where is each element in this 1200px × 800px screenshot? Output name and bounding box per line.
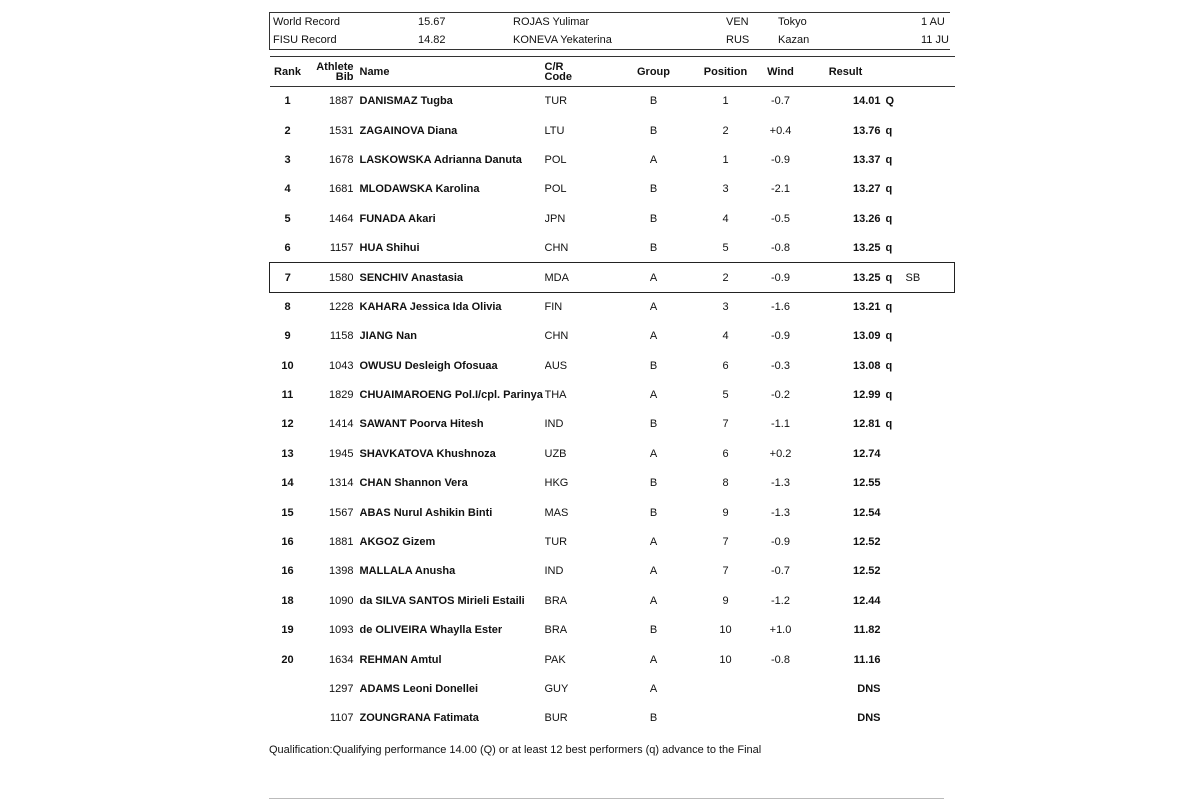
group-cell: B (649, 418, 658, 431)
group-cell: B (649, 359, 658, 372)
table-header-row (270, 57, 955, 87)
position-cell: 9 (722, 594, 729, 607)
rank-cell (270, 674, 306, 703)
country-code-cell: THA (544, 389, 567, 402)
athlete-name-cell: LASKOWSKA Adrianna Danuta (359, 153, 522, 166)
position-cell: 7 (722, 565, 729, 578)
note-cell (906, 116, 955, 145)
wind-cell: -0.8 (771, 241, 790, 254)
wind-cell: -1.6 (771, 301, 790, 314)
results-body (270, 87, 955, 734)
result-cell: DNS (857, 683, 881, 695)
record-type: World Record (273, 16, 341, 28)
result-cell: 12.54 (852, 506, 881, 519)
athlete-name-cell: ZOUNGRANA Fatimata (359, 712, 479, 725)
record-nation: RUS (726, 34, 750, 46)
country-code-cell: BRA (544, 594, 568, 607)
wind-cell: -1.2 (771, 594, 790, 607)
position-cell: 6 (722, 359, 729, 372)
group-cell: A (649, 565, 658, 578)
rank-cell: 16 (281, 565, 294, 578)
athlete-name-cell: HUA Shihui (359, 241, 420, 254)
position-cell: 4 (722, 212, 729, 225)
result-cell: DNS (857, 712, 881, 725)
athlete-name-cell: ZAGAINOVA Diana (359, 124, 458, 137)
header-code (545, 57, 607, 87)
note-cell (906, 616, 955, 645)
note-cell (906, 469, 955, 498)
table-row (270, 645, 955, 674)
table-row (270, 527, 955, 556)
country-code-cell: POL (544, 183, 567, 196)
country-code-cell: TUR (544, 536, 568, 549)
athlete-name-cell: REHMAN Amtul (359, 653, 442, 666)
table-row (270, 439, 955, 468)
rank-cell: 7 (270, 263, 306, 292)
note-cell (906, 380, 955, 409)
group-cell: A (649, 301, 658, 314)
bib-cell: 1228 (329, 301, 354, 314)
note-cell (906, 410, 955, 439)
bib-cell: 1531 (329, 124, 354, 137)
qualifier-cell: q (881, 263, 906, 292)
group-cell: A (649, 653, 658, 666)
result-cell: 12.52 (852, 565, 881, 578)
result-cell: 13.21 (852, 301, 881, 314)
country-code-cell: CHN (544, 241, 569, 254)
note-cell (906, 351, 955, 380)
bib-cell: 1678 (329, 153, 354, 166)
group-cell: A (649, 536, 658, 549)
note-cell: SB (906, 263, 955, 292)
qualifier-cell: q (885, 241, 893, 254)
result-cell: 13.25 (811, 263, 881, 292)
position-cell: 9 (722, 506, 729, 519)
country-code-cell: BRA (544, 624, 568, 637)
rank-cell: 4 (284, 183, 291, 196)
athlete-name-cell: CHAN Shannon Vera (359, 477, 468, 490)
bib-cell: 1090 (329, 594, 354, 607)
country-code-cell: FIN (544, 301, 563, 314)
rank-cell: 16 (281, 536, 294, 549)
world-record-row (270, 13, 950, 31)
qualifier-cell: q (885, 359, 893, 372)
qualifier-cell (881, 527, 906, 556)
bib-cell: 1887 (329, 95, 354, 108)
group-cell: A (649, 153, 658, 166)
athlete-name-cell: DANISMAZ Tugba (359, 95, 453, 108)
wind-cell: -0.3 (771, 359, 790, 372)
rank-cell: 19 (281, 624, 294, 637)
wind-cell: -2.1 (771, 183, 790, 196)
group-cell: B (649, 183, 658, 196)
rank-cell: 9 (284, 330, 291, 343)
group-cell: A (649, 447, 658, 460)
athlete-name-cell: KAHARA Jessica Ida Olivia (359, 301, 502, 314)
position-cell (701, 674, 751, 703)
bib-cell: 1681 (329, 183, 354, 196)
position-cell: 3 (722, 183, 729, 196)
record-place: Kazan (778, 34, 810, 46)
group-cell: B (649, 712, 658, 725)
group-cell: A (649, 683, 658, 695)
wind-cell: +1.0 (769, 624, 792, 637)
group-cell: A (607, 263, 701, 292)
note-cell (906, 175, 955, 204)
table-row (270, 233, 955, 262)
qualifier-cell: q (885, 212, 893, 225)
athlete-name-cell: OWUSU Desleigh Ofosuaa (359, 359, 498, 372)
athlete-name-cell: CHUAIMAROENG Pol.I/cpl. Parinya (359, 389, 543, 402)
result-cell: 13.25 (852, 241, 881, 254)
header-rank: Rank (270, 57, 306, 87)
record-holder: KONEVA Yekaterina (513, 34, 612, 46)
rank-cell: 13 (281, 447, 294, 460)
position-cell: 1 (722, 153, 729, 166)
header-group: Group (607, 57, 701, 87)
note-cell (906, 322, 955, 351)
athlete-name-cell: SAWANT Poorva Hitesh (359, 418, 484, 431)
athlete-name-cell: SENCHIV Anastasia (360, 263, 545, 292)
header-bib-line2: Bib (335, 70, 354, 83)
group-cell: B (649, 477, 658, 490)
qualifier-cell (881, 674, 906, 703)
athlete-name-cell: da SILVA SANTOS Mirieli Estaili (359, 594, 525, 607)
records-box (269, 12, 950, 50)
note-cell (906, 439, 955, 468)
qualifier-cell: q (885, 301, 893, 314)
group-cell: B (649, 124, 658, 137)
wind-cell: -0.2 (771, 389, 790, 402)
wind-cell: -0.9 (771, 330, 790, 343)
athlete-name-cell: MALLALA Anusha (359, 565, 456, 578)
record-place: Tokyo (778, 16, 807, 28)
qualification-note: Qualification:Qualifying performance 14.00 (Q) or at least 12 best performers (q) advance to the Final (269, 744, 762, 756)
table-row (270, 586, 955, 615)
result-cell: 13.08 (852, 359, 881, 372)
group-cell: A (649, 389, 658, 402)
table-row (270, 175, 955, 204)
note-cell (906, 557, 955, 586)
position-cell: 7 (722, 418, 729, 431)
country-code-cell: MDA (545, 263, 607, 292)
athlete-name-cell: ABAS Nurul Ashikin Binti (359, 506, 493, 519)
record-mark: 15.67 (418, 16, 446, 28)
wind-cell: -0.5 (771, 212, 790, 225)
result-cell: 12.55 (852, 477, 881, 490)
wind-cell: -1.1 (771, 418, 790, 431)
rank-cell: 2 (284, 124, 291, 137)
qualifier-cell: Q (885, 95, 895, 108)
position-cell: 8 (722, 477, 729, 490)
country-code-cell: CHN (544, 330, 569, 343)
bib-cell: 1634 (329, 653, 354, 666)
athlete-name-cell: JIANG Nan (359, 330, 417, 343)
table-row (270, 145, 955, 174)
table-row (270, 557, 955, 586)
table-row (270, 704, 955, 733)
header-code-line2: Code (544, 70, 572, 83)
result-cell: 11.82 (853, 624, 881, 637)
country-code-cell: HKG (544, 477, 569, 490)
record-date: 1 AU (921, 16, 945, 28)
wind-cell: -1.3 (771, 506, 790, 519)
table-row (270, 322, 955, 351)
header-name: Name (360, 57, 545, 87)
note-cell (906, 674, 955, 703)
table-row (270, 674, 955, 703)
result-cell: 12.74 (852, 447, 881, 460)
rank-cell: 8 (284, 301, 291, 314)
qualifier-cell (881, 645, 906, 674)
position-cell: 5 (722, 389, 729, 402)
wind-cell: -0.7 (771, 95, 790, 108)
country-code-cell: POL (544, 153, 567, 166)
note-cell (906, 498, 955, 527)
header-extra (906, 57, 955, 87)
qualifier-cell: q (885, 183, 893, 196)
qualifier-cell: q (885, 418, 893, 431)
wind-cell: -0.9 (751, 263, 811, 292)
result-cell: 12.99 (852, 389, 881, 402)
athlete-name-cell: ADAMS Leoni Donellei (359, 683, 479, 695)
position-cell: 2 (722, 124, 729, 137)
country-code-cell: BUR (544, 712, 568, 725)
rank-cell: 10 (281, 359, 294, 372)
bib-cell: 1945 (329, 447, 354, 460)
country-code-cell: MAS (544, 506, 569, 519)
country-code-cell: AUS (544, 359, 568, 372)
country-code-cell: TUR (544, 95, 568, 108)
qualifier-cell: q (885, 330, 893, 343)
result-cell: 13.76 (852, 124, 881, 137)
position-cell: 2 (701, 263, 751, 292)
note-cell (906, 204, 955, 233)
result-cell: 13.26 (852, 212, 881, 225)
wind-cell: -1.3 (771, 477, 790, 490)
rank-cell: 6 (284, 241, 291, 254)
rank-cell: 14 (281, 477, 294, 490)
rank-cell: 15 (281, 506, 294, 519)
position-cell: 10 (719, 624, 732, 637)
qualifier-cell: q (885, 389, 893, 402)
result-cell: 12.44 (852, 594, 881, 607)
athlete-name-cell: de OLIVEIRA Whaylla Ester (359, 624, 503, 637)
note-cell (906, 145, 955, 174)
header-code-line1: C/R (544, 60, 564, 73)
result-cell: 12.52 (852, 536, 881, 549)
bib-cell: 1158 (329, 330, 354, 343)
qualifier-cell (881, 439, 906, 468)
country-code-cell: LTU (544, 124, 565, 137)
rank-cell (270, 704, 306, 733)
wind-cell: +0.2 (769, 447, 792, 460)
country-code-cell: PAK (544, 653, 566, 666)
group-cell: B (649, 212, 658, 225)
rank-cell: 12 (281, 418, 294, 431)
table-row (270, 616, 955, 645)
wind-cell (751, 674, 811, 703)
bib-cell: 1093 (329, 624, 354, 637)
rank-cell: 3 (284, 153, 291, 166)
country-code-cell: UZB (544, 447, 567, 460)
record-holder: ROJAS Yulimar (513, 16, 590, 28)
group-cell: B (649, 624, 658, 637)
position-cell: 10 (719, 653, 732, 666)
header-bib-line1: Athlete (316, 60, 354, 73)
wind-cell: -0.7 (771, 565, 790, 578)
table-row (270, 351, 955, 380)
bib-cell: 1297 (329, 683, 354, 695)
qualifier-cell (881, 498, 906, 527)
results-table (269, 56, 955, 733)
country-code-cell: GUY (544, 683, 569, 695)
rank-cell: 1 (284, 95, 291, 108)
table-row (270, 292, 955, 321)
athlete-name-cell: SHAVKATOVA Khushnoza (359, 447, 496, 460)
table-row (270, 469, 955, 498)
note-cell (906, 645, 955, 674)
record-nation: VEN (726, 16, 749, 28)
bib-cell: 1314 (329, 477, 354, 490)
table-row (270, 116, 955, 145)
fisu-record-row (270, 31, 950, 49)
note-cell (906, 704, 955, 733)
note-cell (906, 233, 955, 262)
table-row (270, 410, 955, 439)
result-cell: 11.16 (853, 653, 881, 666)
bottom-divider (269, 798, 944, 799)
group-cell: B (649, 506, 658, 519)
rank-cell: 11 (281, 389, 294, 402)
position-cell (701, 704, 751, 733)
bib-cell: 1157 (329, 241, 354, 254)
result-cell: 12.81 (852, 418, 881, 431)
header-result: Result (811, 57, 881, 87)
record-type: FISU Record (273, 34, 337, 46)
rank-cell: 5 (284, 212, 291, 225)
rank-cell: 20 (281, 653, 294, 666)
table-row (270, 380, 955, 409)
record-mark: 14.82 (418, 34, 446, 46)
header-bib (306, 57, 360, 87)
table-row (270, 498, 955, 527)
wind-cell: -0.9 (771, 536, 790, 549)
wind-cell (751, 704, 811, 733)
country-code-cell: IND (544, 418, 564, 431)
result-cell: 13.27 (852, 183, 881, 196)
athlete-name-cell: AKGOZ Gizem (359, 536, 436, 549)
wind-cell: +0.4 (769, 124, 792, 137)
position-cell: 1 (722, 95, 729, 108)
bib-cell: 1414 (329, 418, 354, 431)
position-cell: 4 (722, 330, 729, 343)
country-code-cell: IND (544, 565, 564, 578)
group-cell: B (649, 241, 658, 254)
position-cell: 7 (722, 536, 729, 549)
bib-cell: 1043 (329, 359, 354, 372)
bib-cell: 1464 (329, 212, 354, 225)
header-wind: Wind (751, 57, 811, 87)
note-cell (906, 292, 955, 321)
note-cell (906, 527, 955, 556)
bib-cell: 1398 (329, 565, 354, 578)
group-cell: A (649, 330, 658, 343)
qualifier-cell: q (885, 124, 893, 137)
qualifier-cell: q (885, 153, 893, 166)
bib-cell: 1580 (306, 263, 360, 292)
bib-cell: 1107 (329, 712, 354, 725)
qualifier-cell (881, 616, 906, 645)
group-cell: B (649, 95, 658, 108)
position-cell: 6 (722, 447, 729, 460)
country-code-cell: JPN (544, 212, 566, 225)
wind-cell: -0.8 (771, 653, 790, 666)
result-cell: 13.09 (852, 330, 881, 343)
qualifier-cell (881, 557, 906, 586)
table-row (270, 263, 955, 292)
position-cell: 3 (722, 301, 729, 314)
athlete-name-cell: FUNADA Akari (359, 212, 436, 225)
bib-cell: 1567 (329, 506, 354, 519)
athlete-name-cell: MLODAWSKA Karolina (359, 183, 480, 196)
bib-cell: 1881 (329, 536, 354, 549)
record-date: 11 JU (921, 34, 949, 46)
group-cell: A (649, 594, 658, 607)
bib-cell: 1829 (329, 389, 354, 402)
result-cell: 13.37 (852, 153, 881, 166)
wind-cell: -0.9 (771, 153, 790, 166)
qualifier-cell (881, 469, 906, 498)
position-cell: 5 (722, 241, 729, 254)
qualifier-cell (881, 586, 906, 615)
table-row (270, 204, 955, 233)
note-cell (906, 586, 955, 615)
result-cell: 14.01 (852, 95, 881, 108)
header-qualifier (881, 57, 906, 87)
header-position: Position (701, 57, 751, 87)
table-row (270, 87, 955, 116)
rank-cell: 18 (281, 594, 294, 607)
note-cell (906, 87, 955, 116)
qualifier-cell (881, 704, 906, 733)
